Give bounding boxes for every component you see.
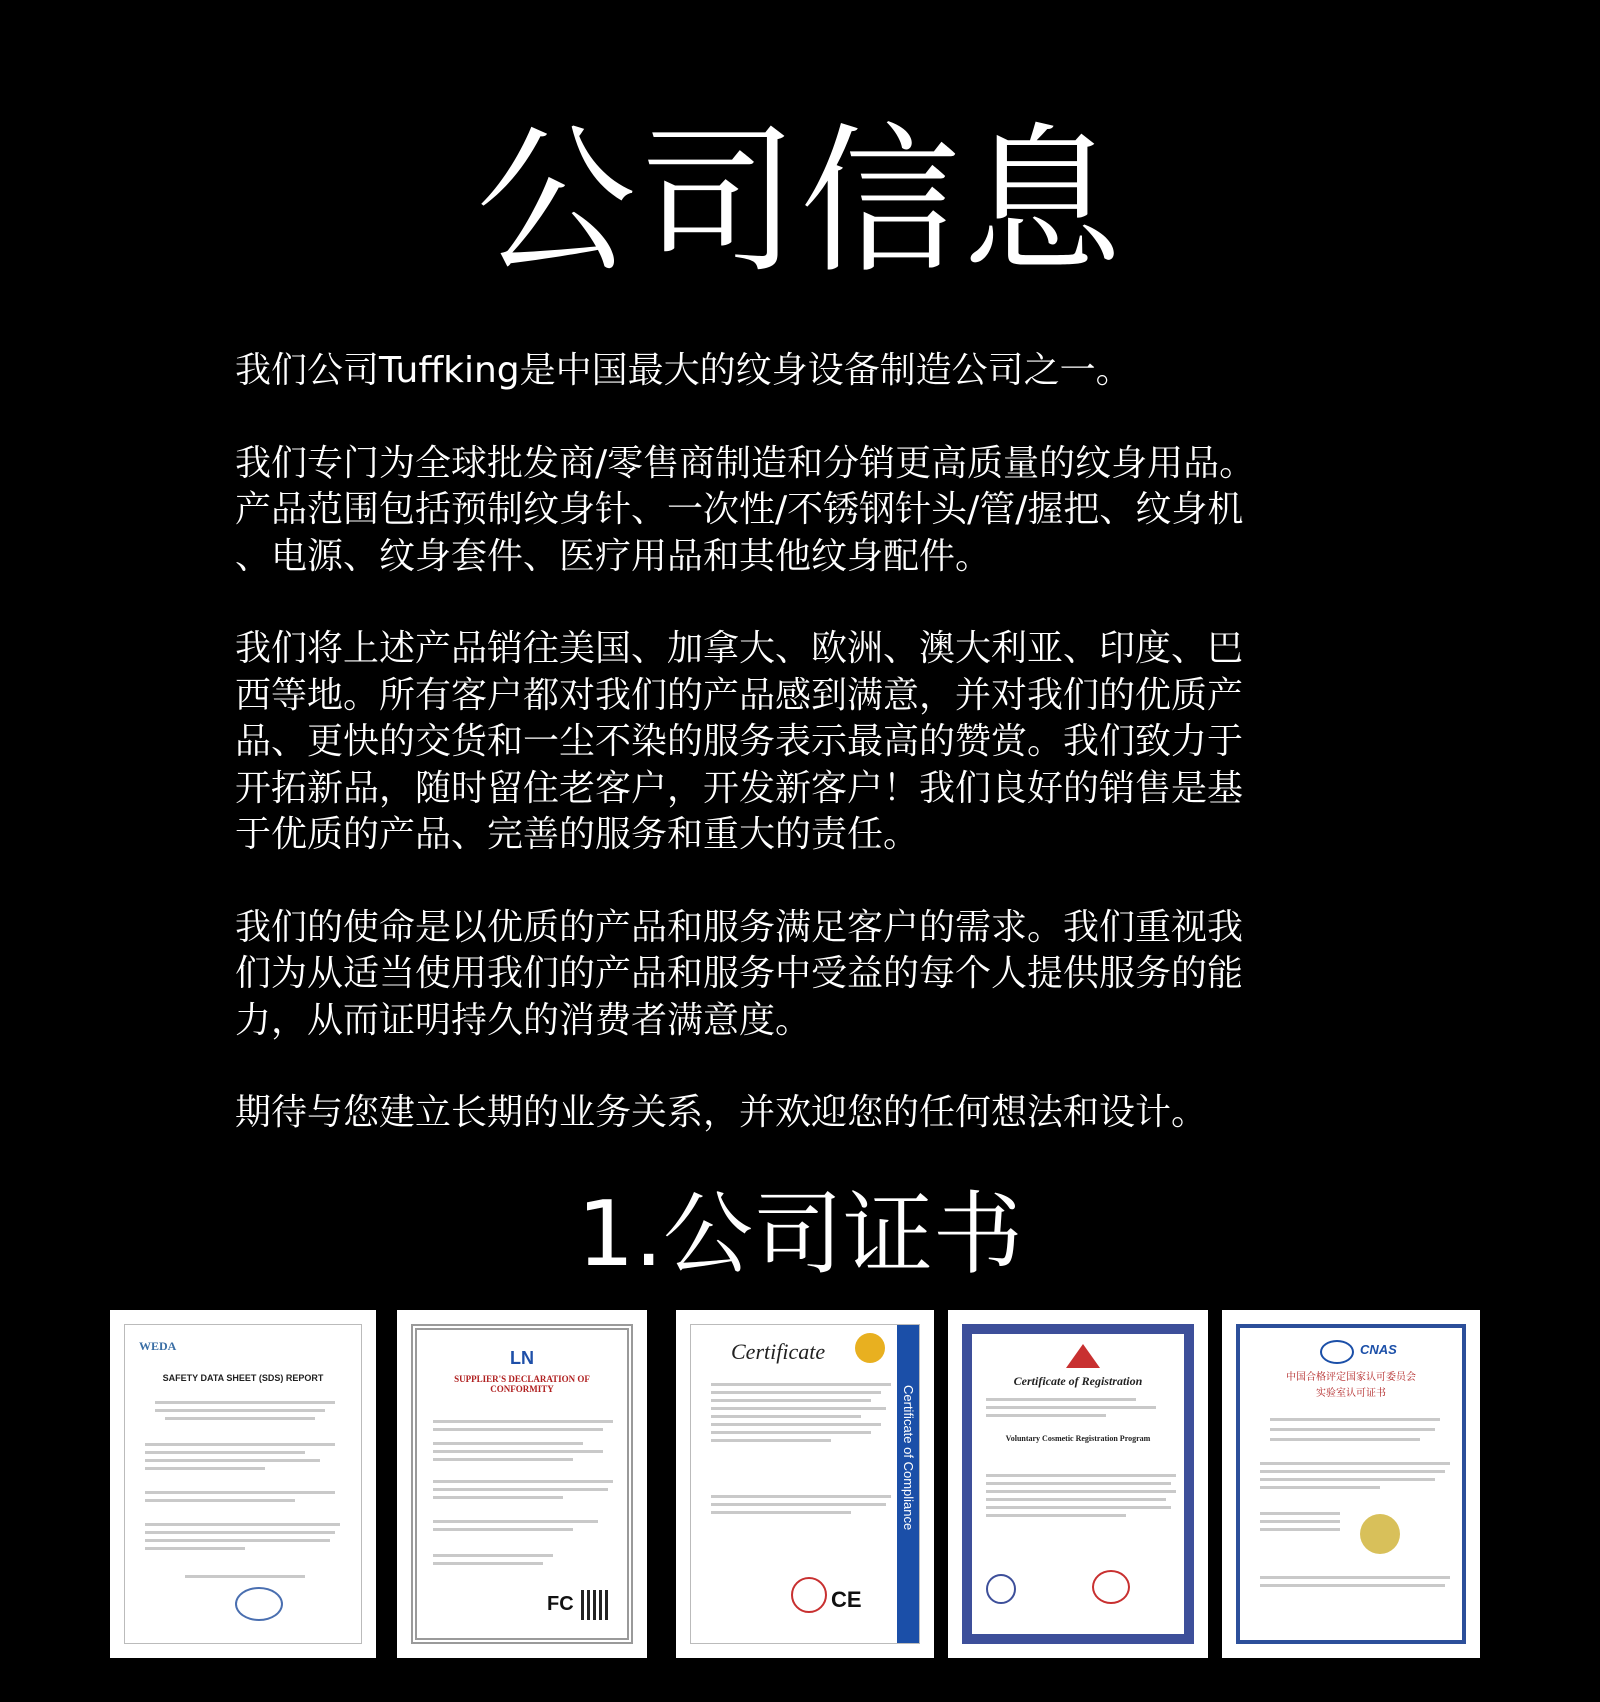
certificate-heading: Certificate of Registration [1013, 1374, 1143, 1388]
text-line: 力，从而证明持久的消费者满意度。 [235, 999, 812, 1041]
section-title: 1.公司证书 [577, 1182, 1023, 1287]
fc-mark-icon: FC [547, 1593, 574, 1615]
qr-code-icon [581, 1590, 611, 1620]
fda-seal-icon [986, 1574, 1016, 1604]
paragraph-markets [235, 626, 1365, 859]
certificate-heading: 中国合格评定国家认可委员会 [1286, 1372, 1416, 1383]
page-title: 公司信息 [475, 108, 1124, 295]
certificate-heading: Certificate [731, 1339, 826, 1364]
certificate-sds-report[interactable] [110, 1310, 376, 1658]
ce-mark-icon: CE [831, 1587, 862, 1612]
certificate-subheading: 实验室认可证书 [1316, 1388, 1386, 1399]
eagle-emblem-icon [1066, 1344, 1100, 1368]
side-ribbon-label: Certificate of Compliance [901, 1385, 916, 1531]
company-description [235, 348, 1365, 1183]
text-line: 于优质的产品、完善的服务和重大的责任。 [235, 814, 920, 855]
paragraph-mission [235, 905, 1365, 1045]
text-line: 开拓新品，随时留住老客户，开发新客户！我们良好的销售是基 [235, 767, 1244, 809]
text-line: 我们将上述产品销往美国、加拿大、欧洲、澳大利亚、印度、巴 [235, 628, 1244, 669]
weda-logo: WEDA [139, 1339, 177, 1353]
text-line: 我们公司Tuffking是中国最大的纹身设备制造公司之一。 [235, 350, 1132, 391]
text-line: 我们的使命是以优质的产品和服务满足客户的需求。我们重视我 [235, 906, 1244, 948]
ilac-mra-logo-icon [1320, 1340, 1354, 1364]
text-line: 、电源、纹身套件、医疗用品和其他纹身配件。 [235, 535, 992, 577]
stamp-icon [1092, 1570, 1130, 1604]
text-line: 产品范围包括预制纹身针、一次性/不锈钢针头/管/握把、纹身机 [235, 489, 1244, 530]
paragraph-products [235, 441, 1365, 581]
text-line: 品、更快的交货和一尘不染的服务表示最高的赞赏。我们致力于 [235, 721, 1244, 762]
ln-seal-icon [855, 1333, 885, 1363]
ln-logo: LN [510, 1348, 534, 1368]
program-name: Voluntary Cosmetic Registration Program [1005, 1434, 1151, 1443]
certificate-heading: SAFETY DATA SHEET (SDS) REPORT [162, 1373, 324, 1383]
stamp-icon [235, 1587, 283, 1621]
paragraph-intro [235, 348, 1365, 395]
certificate-of-compliance[interactable] [676, 1310, 934, 1658]
cnas-logo: CNAS [1360, 1342, 1397, 1357]
text-line: 我们专门为全球批发商/零售商制造和分销更高质量的纹身用品。 [235, 442, 1256, 484]
certificate-heading: SUPPLIER'S DECLARATION OF CONFORMITY [454, 1374, 590, 1394]
gold-seal-icon [1360, 1514, 1400, 1554]
paragraph-closing [235, 1090, 1365, 1137]
certificate-declaration-of-conformity[interactable] [397, 1310, 647, 1658]
certificate-of-registration[interactable] [948, 1310, 1208, 1658]
certificate-cnas-accreditation[interactable] [1222, 1310, 1480, 1658]
stamp-icon [791, 1577, 827, 1613]
text-line: 西等地。所有客户都对我们的产品感到满意，并对我们的优质产 [235, 674, 1244, 716]
text-line: 们为从适当使用我们的产品和服务中受益的每个人提供服务的能 [235, 953, 1244, 994]
text-line: 期待与您建立长期的业务关系，并欢迎您的任何想法和设计。 [235, 1092, 1208, 1133]
certificate-gallery [110, 1310, 1480, 1658]
